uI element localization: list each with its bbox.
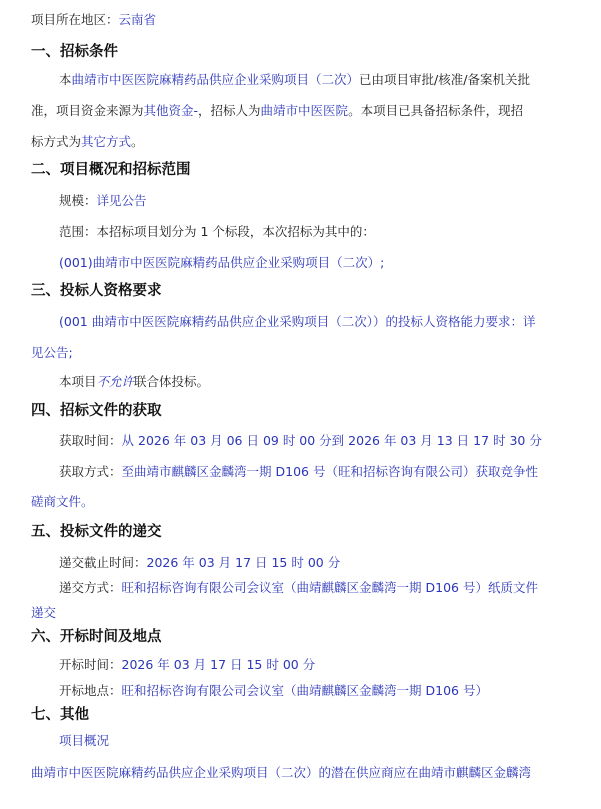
consortium-line <box>59 374 209 390</box>
tender-conditions-line-1 <box>59 72 530 88</box>
qualification-line-2: 见公告; <box>31 345 73 360</box>
overview-text-line: 曲靖市中医医院麻精药品供应企业采购项目（二次）的潜在供应商应在曲靖市麒麟区金麟湾 <box>31 765 532 780</box>
obtain-method-value: 至曲靖市麒麟区金麟湾一期 D106 号（旺和招标咨询有限公司）获取竞争性 <box>121 464 538 479</box>
submission-method-line-1 <box>59 580 538 596</box>
project-name: 曲靖市中医医院麻精药品供应企业采购项目（二次） <box>71 72 360 87</box>
submission-deadline-label: 递交截止时间： <box>59 555 147 570</box>
obtain-time-line <box>59 433 542 449</box>
text-fragment: 准，项目资金来源为 <box>31 103 144 118</box>
fund-source: 其他资金- <box>143 103 199 118</box>
region-value: 云南省 <box>118 12 157 27</box>
text-fragment: 本 <box>59 72 72 87</box>
region-label: 项目所在地区： <box>31 12 119 27</box>
section-heading-other: 七、其他 <box>31 707 89 723</box>
text-fragment: 。 <box>131 134 144 149</box>
section-heading-tender-conditions: 一、招标条件 <box>31 44 118 60</box>
opening-time-label: 开标时间： <box>59 657 122 672</box>
obtain-method-line-2: 磋商文件。 <box>31 494 94 509</box>
scale-label: 规模： <box>59 193 97 208</box>
scale-value: 详见公告 <box>96 193 147 208</box>
qualification-line-1: (001 曲靖市中医医院麻精药品供应企业采购项目（二次））的投标人资格能力要求：详 <box>59 314 536 329</box>
scope-line: 范围：本招标项目划分为 1 个标段，本次招标为其中的： <box>59 224 375 239</box>
project-overview-label: 项目概况 <box>59 733 110 748</box>
text-fragment: 。本项目已具备招标条件，现招 <box>348 103 524 118</box>
lot-line: (001)曲靖市中医医院麻精药品供应企业采购项目（二次）; <box>59 255 385 270</box>
submission-method-line-2: 递交 <box>31 605 57 620</box>
section-heading-submission: 五、投标文件的递交 <box>31 524 162 540</box>
tenderee-name: 曲靖市中医医院 <box>260 103 349 118</box>
text-fragment: ，招标人为 <box>198 103 261 118</box>
tender-method: 其它方式 <box>81 134 132 149</box>
consortium-value: 不允许 <box>96 374 135 389</box>
section-heading-bidder-qualification: 三、投标人资格要求 <box>31 283 162 299</box>
obtain-time-value: 从 2026 年 03 月 06 日 09 时 00 分到 2026 年 03 月 13 日 17 时 30 分 <box>121 433 542 448</box>
text-fragment: 联合体投标。 <box>134 374 210 389</box>
section-heading-project-overview: 二、项目概况和招标范围 <box>31 162 191 178</box>
scale-line <box>59 193 147 209</box>
tender-conditions-line-2 <box>31 103 523 119</box>
submission-method-label: 递交方式： <box>59 580 122 595</box>
opening-place-value: 旺和招标咨询有限公司会议室（曲靖麒麟区金麟湾一期 D106 号） <box>121 683 488 698</box>
obtain-time-label: 获取时间： <box>59 433 122 448</box>
text-fragment: 已由项目审批/核准/备案机关批 <box>359 72 530 87</box>
opening-place-line <box>59 683 488 699</box>
tender-conditions-line-3 <box>31 134 144 150</box>
text-fragment: 标方式为 <box>31 134 82 149</box>
section-heading-opening: 六、开标时间及地点 <box>31 629 162 645</box>
opening-time-value: 2026 年 03 月 17 日 15 时 00 分 <box>121 657 316 672</box>
region-line <box>31 12 156 28</box>
opening-time-line <box>59 657 315 673</box>
obtain-method-label: 获取方式： <box>59 464 122 479</box>
section-heading-obtain-documents: 四、招标文件的获取 <box>31 403 162 419</box>
obtain-method-line-1 <box>59 464 538 480</box>
text-fragment: 本项目 <box>59 374 97 389</box>
submission-method-value: 旺和招标咨询有限公司会议室（曲靖麒麟区金麟湾一期 D106 号）纸质文件 <box>121 580 538 595</box>
submission-deadline-value: 2026 年 03 月 17 日 15 时 00 分 <box>146 555 341 570</box>
opening-place-label: 开标地点： <box>59 683 122 698</box>
submission-deadline-line <box>59 555 340 571</box>
